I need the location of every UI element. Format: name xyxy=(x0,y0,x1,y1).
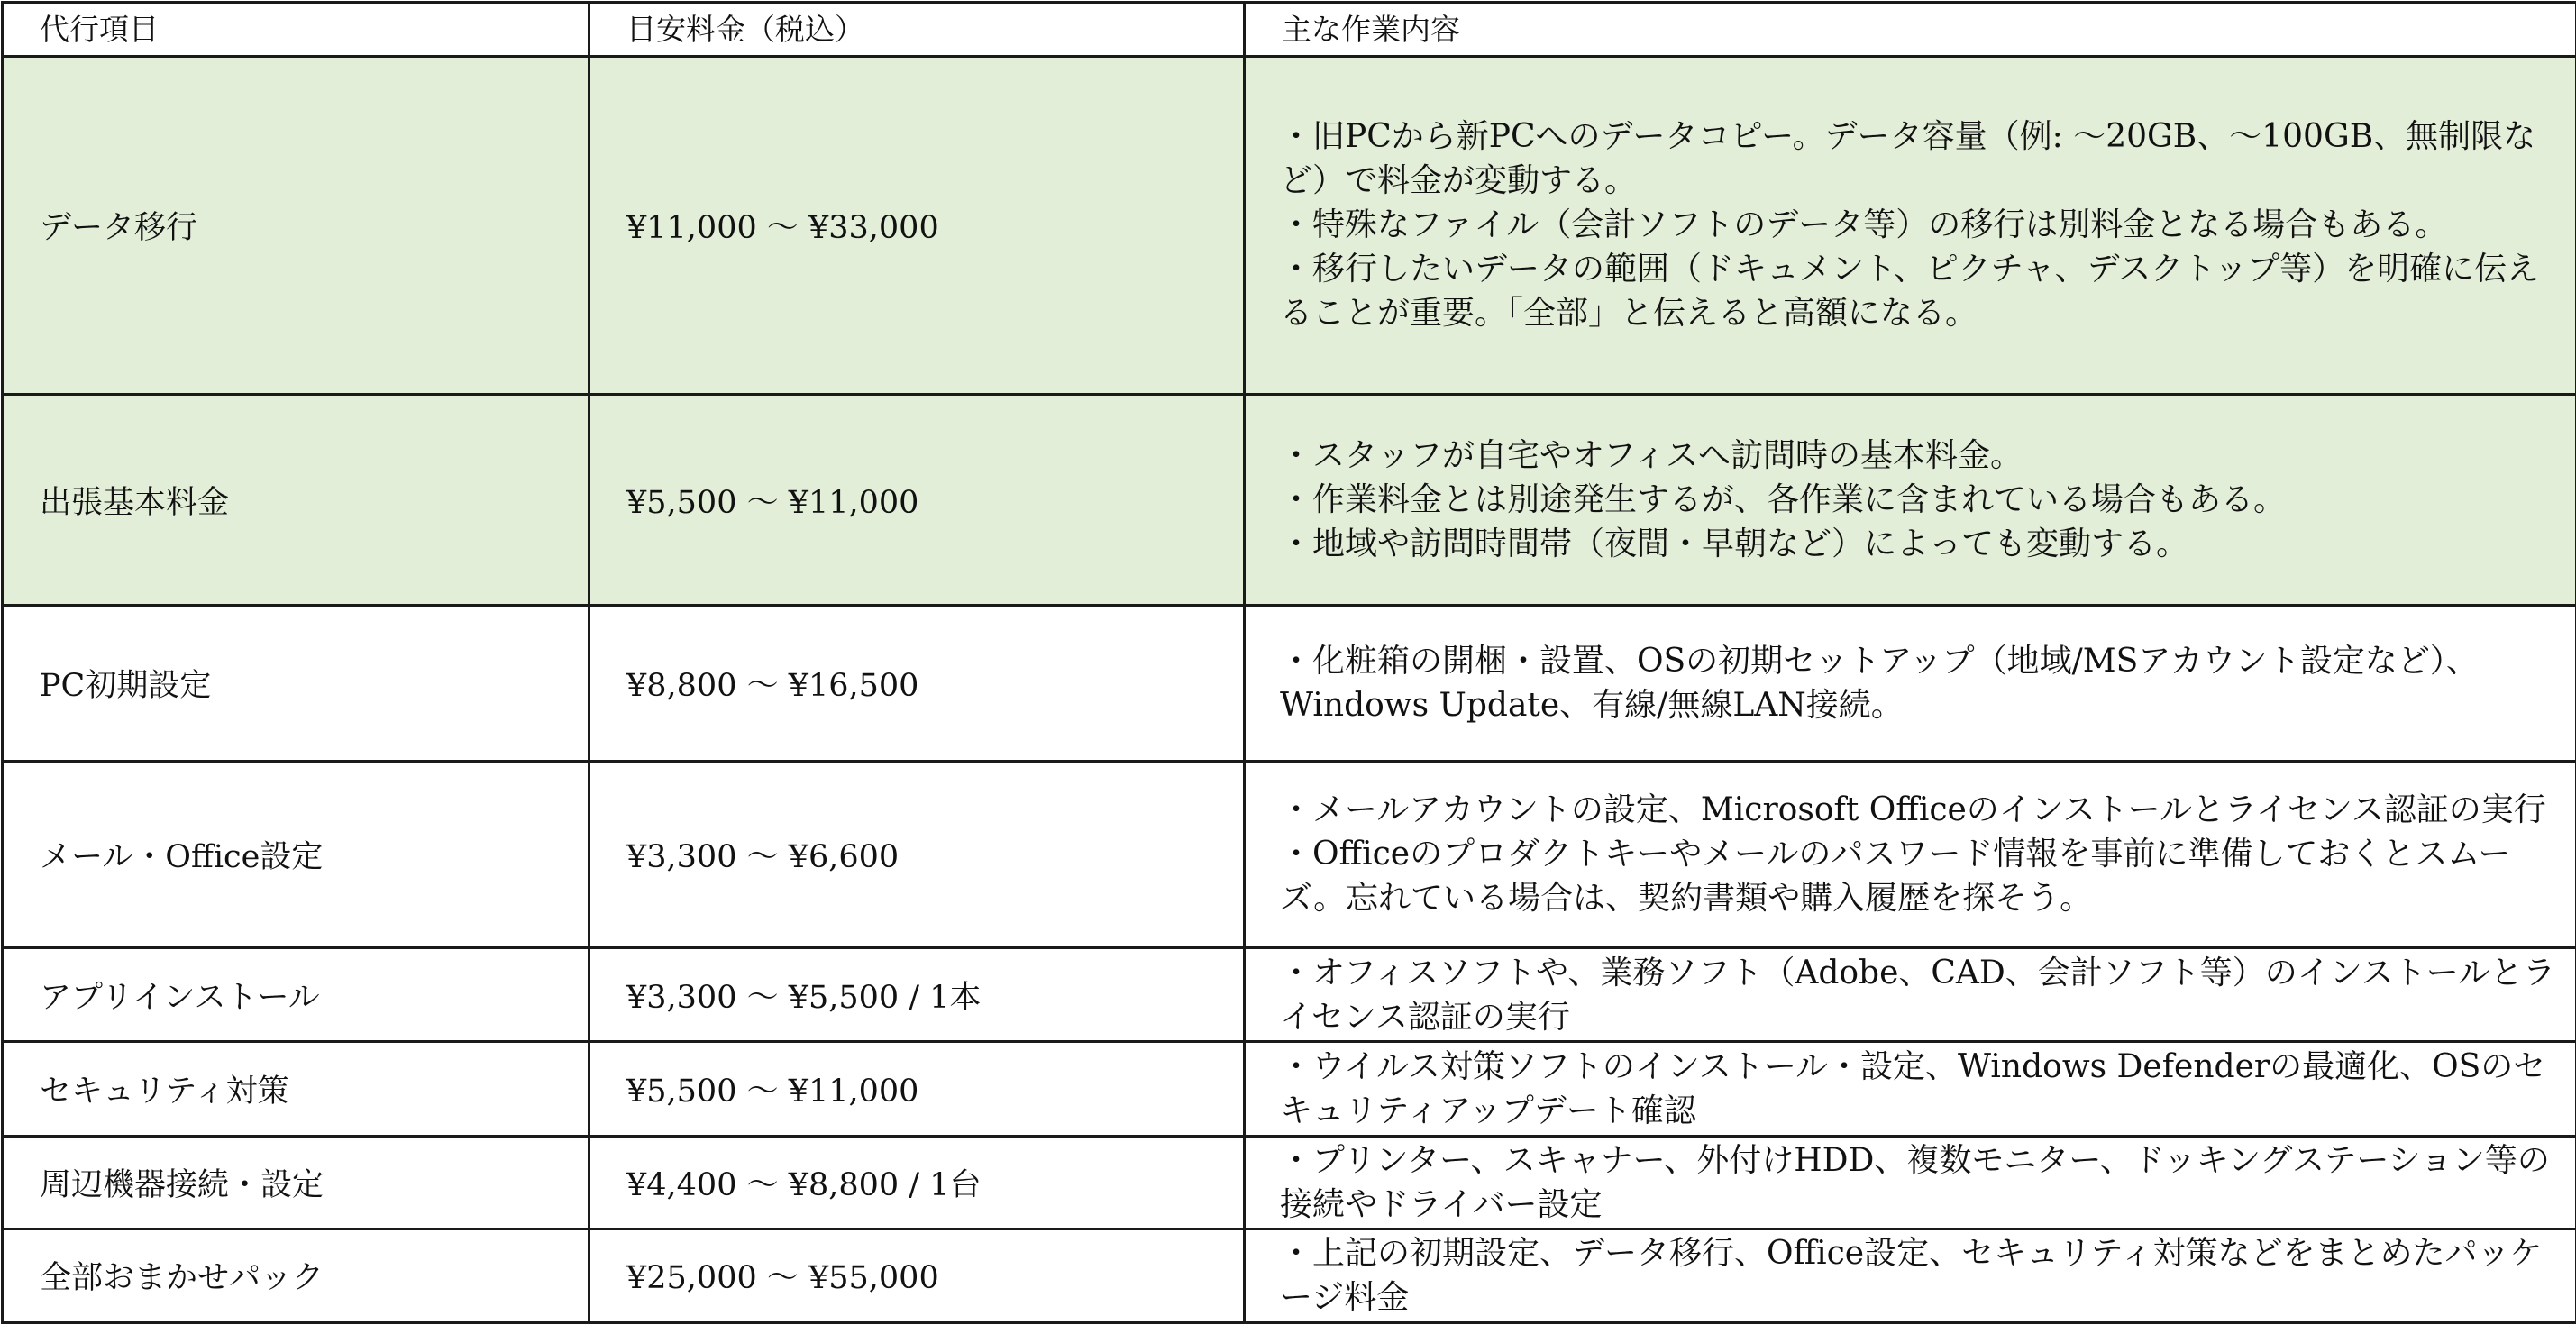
description-line: ・地域や訪問時間帯（夜間・早朝など）によっても変動する。 xyxy=(1280,525,2189,563)
table-row xyxy=(3,1042,2576,1136)
table-row xyxy=(3,761,2576,947)
description-cell xyxy=(1245,948,2576,1042)
item-cell: アプリインストール xyxy=(3,948,589,1042)
description-line: ・スタッフが自宅やオフィスへ訪問時の基本料金。 xyxy=(1280,437,2023,475)
description-line: ・ウイルス対策ソフトのインストール・設定、Windows Defenderの最適化、OSのセキュリティアップデート確認 xyxy=(1280,1047,2546,1129)
item-cell: メール・Office設定 xyxy=(3,761,589,947)
description-cell xyxy=(1245,1229,2576,1322)
header-price: 目安料金（税込） xyxy=(589,3,1245,57)
price-cell: ¥25,000 〜 ¥55,000 xyxy=(589,1229,1245,1322)
item-cell: 出張基本料金 xyxy=(3,394,589,606)
item-cell: データ移行 xyxy=(3,57,589,395)
description-cell xyxy=(1245,394,2576,606)
description-cell xyxy=(1245,761,2576,947)
description-line: ・プリンター、スキャナー、外付けHDD、複数モニター、ドッキングステーション等の接続やドライバー設定 xyxy=(1280,1141,2550,1223)
item-cell: PC初期設定 xyxy=(3,606,589,761)
item-cell: 周辺機器接続・設定 xyxy=(3,1136,589,1229)
table-row xyxy=(3,948,2576,1042)
pricing-table xyxy=(1,1,2576,1324)
description-line: ・メールアカウントの設定、Microsoft Officeのインストールとライセンス認証の実行 xyxy=(1280,791,2546,829)
header-item: 代行項目 xyxy=(3,3,589,57)
price-cell: ¥4,400 〜 ¥8,800 / 1台 xyxy=(589,1136,1245,1229)
price-cell: ¥3,300 〜 ¥5,500 / 1本 xyxy=(589,948,1245,1042)
item-cell: セキュリティ対策 xyxy=(3,1042,589,1136)
header-description: 主な作業内容 xyxy=(1245,3,2576,57)
description-line: ・特殊なファイル（会計ソフトのデータ等）の移行は別料金となる場合もある。 xyxy=(1280,206,2448,244)
description-line: ・作業料金とは別途発生するが、各作業に含まれている場合もある。 xyxy=(1280,481,2287,519)
table-row xyxy=(3,57,2576,395)
price-cell: ¥11,000 〜 ¥33,000 xyxy=(589,57,1245,395)
description-cell xyxy=(1245,57,2576,395)
description-line: ・Officeのプロダクトキーやメールのパスワード情報を事前に準備しておくとスムーズ。忘れている場合は、契約書類や購入履歴を探そう。 xyxy=(1280,836,2511,918)
table-row xyxy=(3,1229,2576,1322)
description-line: ・旧PCから新PCへのデータコピー。データ容量（例: 〜20GB、〜100GB、無制限など）で料金が変動する。 xyxy=(1280,118,2536,200)
table-row xyxy=(3,1136,2576,1229)
table-row xyxy=(3,394,2576,606)
price-cell: ¥8,800 〜 ¥16,500 xyxy=(589,606,1245,761)
description-line: ・オフィスソフトや、業務ソフト（Adobe、CAD、会計ソフト等）のインストールとライセンス認証の実行 xyxy=(1280,954,2555,1036)
description-line: ・移行したいデータの範囲（ドキュメント、ピクチャ、デスクトップ等）を明確に伝えることが重要。「全部」と伝えると高額になる。 xyxy=(1280,251,2540,333)
table-row xyxy=(3,606,2576,761)
description-line: ・上記の初期設定、データ移行、Office設定、セキュリティ対策などをまとめたパッケージ料金 xyxy=(1280,1235,2543,1317)
item-cell: 全部おまかせパック xyxy=(3,1229,589,1322)
description-line: ・化粧箱の開梱・設置、OSの初期セットアップ（地域/MSアカウント設定など）、Windows Update、有線/無線LAN接続。 xyxy=(1280,642,2479,724)
price-cell: ¥5,500 〜 ¥11,000 xyxy=(589,1042,1245,1136)
table-header-row xyxy=(3,3,2576,57)
description-cell xyxy=(1245,606,2576,761)
description-cell xyxy=(1245,1042,2576,1136)
price-cell: ¥3,300 〜 ¥6,600 xyxy=(589,761,1245,947)
price-cell: ¥5,500 〜 ¥11,000 xyxy=(589,394,1245,606)
description-cell xyxy=(1245,1136,2576,1229)
